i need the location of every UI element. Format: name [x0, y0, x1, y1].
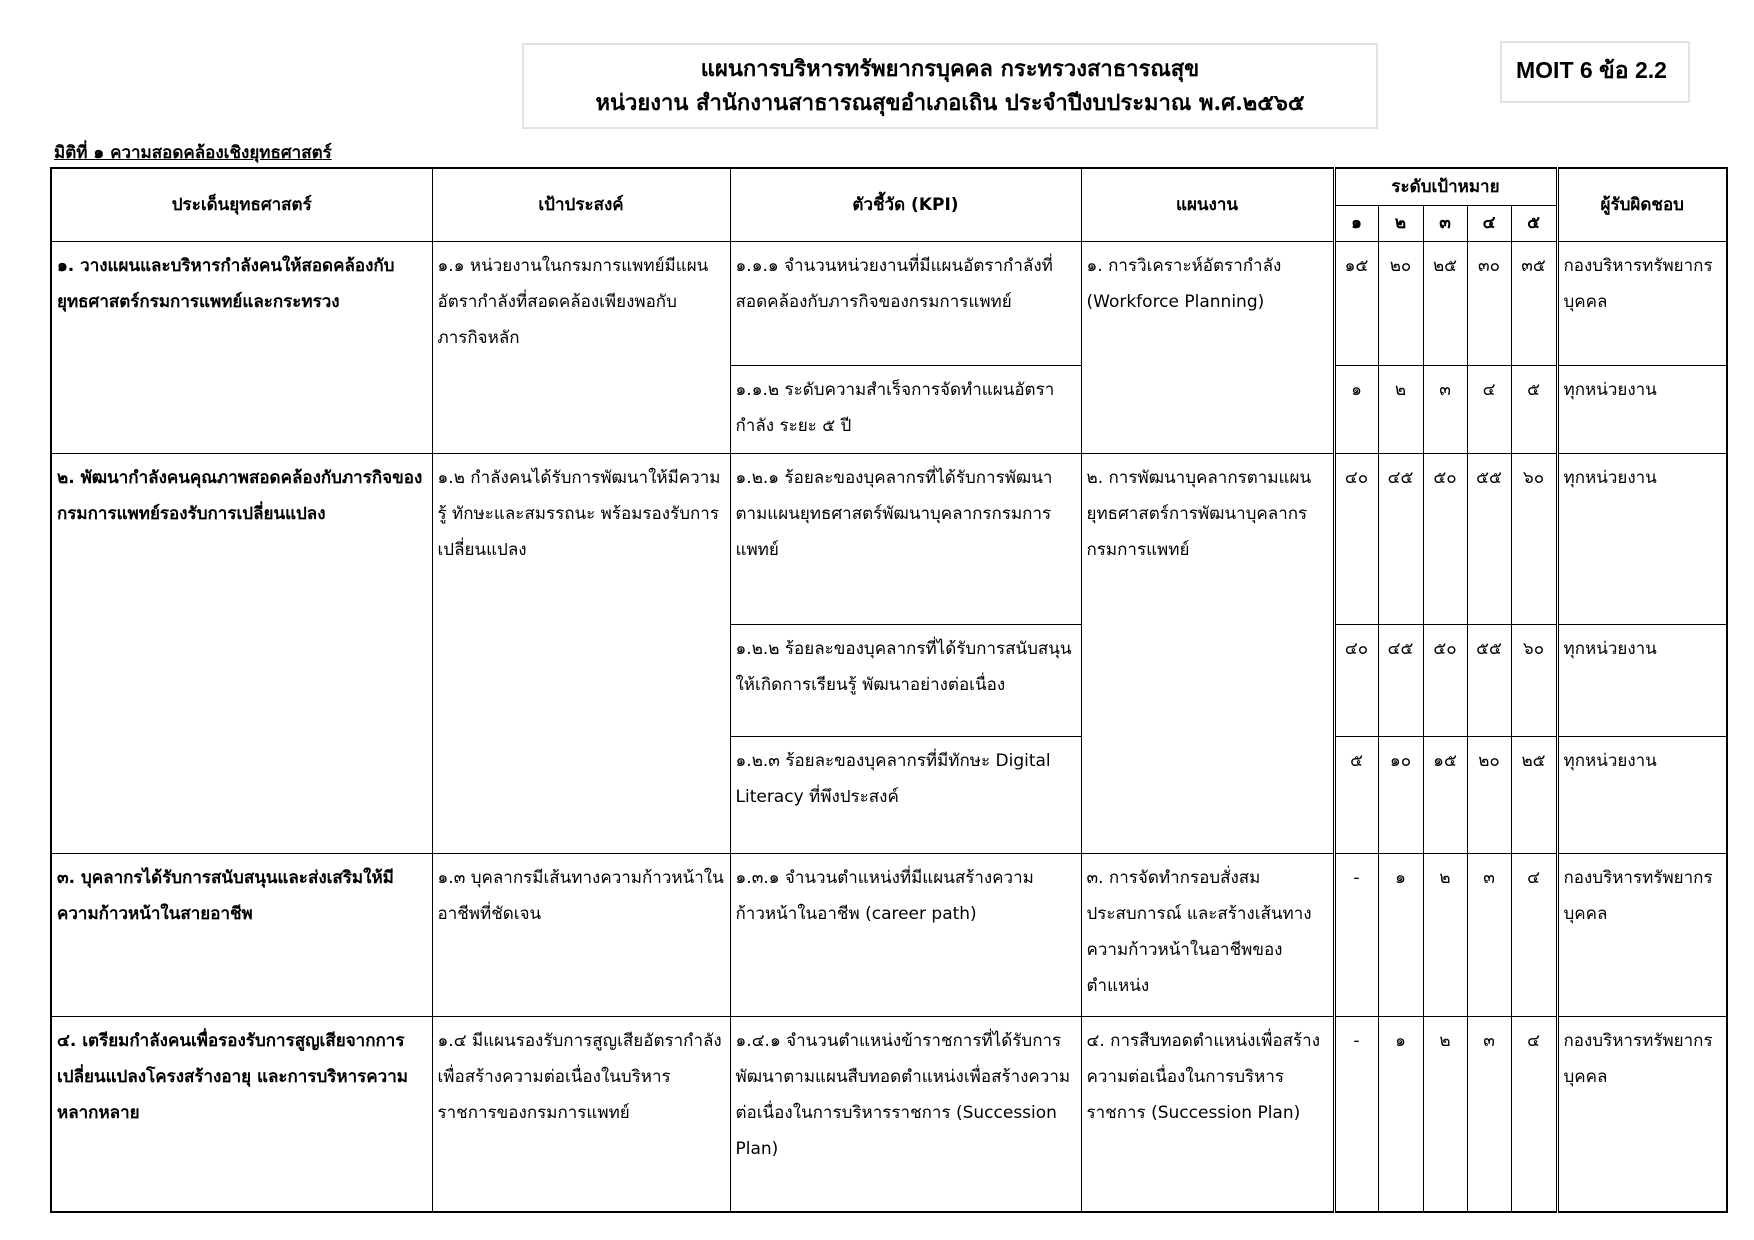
level-cell: ๕: [1334, 736, 1378, 853]
level-cell: ๕๐: [1423, 453, 1467, 624]
header-issue: ประเด็นยุทธศาสตร์: [51, 168, 432, 241]
level-cell: ๓๕: [1511, 241, 1557, 365]
table-row: [51, 1016, 1727, 1212]
level-cell: ๑๐: [1378, 736, 1423, 853]
objective-cell: ๑.๔ มีแผนรองรับการสูญเสียอัตรากำลัง เพื่อสร้างความต่อเนื่องในบริหารราชการของกรมการแพทย์: [432, 1016, 730, 1212]
kpi-cell: ๑.๒.๒ ร้อยละของบุคลากรที่ได้รับการสนับสนุนให้เกิดการเรียนรู้ พัฒนาอย่างต่อเนื่อง: [730, 624, 1081, 736]
responsible-cell: ทุกหน่วยงาน: [1557, 453, 1727, 624]
level-cell: ๓๐: [1467, 241, 1511, 365]
level-cell: ๑: [1378, 853, 1423, 1016]
level-cell: ๖๐: [1511, 624, 1557, 736]
document-code: MOIT 6 ข้อ 2.2: [1516, 57, 1667, 83]
hr-plan-table: [50, 167, 1728, 1213]
kpi-cell: ๑.๓.๑ จำนวนตำแหน่งที่มีแผนสร้างความก้าวหน้าในอาชีพ (career path): [730, 853, 1081, 1016]
level-cell: ๔๕: [1378, 453, 1423, 624]
level-cell: ๕๐: [1423, 624, 1467, 736]
header-target-level: ระดับเป้าหมาย: [1334, 168, 1557, 205]
level-cell: -: [1334, 1016, 1378, 1212]
level-cell: ๑๕: [1423, 736, 1467, 853]
document-code-box: [1500, 41, 1690, 103]
level-cell: ๒๕: [1511, 736, 1557, 853]
level-cell: ๒๐: [1378, 241, 1423, 365]
level-cell: -: [1334, 853, 1378, 1016]
level-cell: ๕๕: [1467, 453, 1511, 624]
header-responsible: ผู้รับผิดชอบ: [1557, 168, 1727, 241]
document-title-line2: หน่วยงาน สำนักงานสาธารณสุขอำเภอเถิน ประจำปีงบประมาณ พ.ศ.๒๕๖๕: [595, 90, 1305, 116]
table-row: [51, 853, 1727, 1016]
level-cell: ๑: [1378, 1016, 1423, 1212]
objective-cell: ๑.๓ บุคลากรมีเส้นทางความก้าวหน้าในอาชีพที่ชัดเจน: [432, 853, 730, 1016]
issue-cell: ๒. พัฒนากำลังคนคุณภาพสอดคล้องกับภารกิจของกรมการแพทย์รองรับการเปลี่ยนแปลง: [51, 453, 432, 853]
table-row: [51, 241, 1727, 365]
level-cell: ๕๕: [1467, 624, 1511, 736]
header-plan: แผนงาน: [1081, 168, 1334, 241]
issue-cell: ๔. เตรียมกำลังคนเพื่อรองรับการสูญเสียจากการเปลี่ยนแปลงโครงสร้างอายุ และการบริหารความหลากหลาย: [51, 1016, 432, 1212]
level-cell: ๓: [1467, 1016, 1511, 1212]
responsible-cell: กองบริหารทรัพยากรบุคคล: [1557, 1016, 1727, 1212]
plan-cell: ๓. การจัดทำกรอบสั่งสมประสบการณ์ และสร้างเส้นทางความก้าวหน้าในอาชีพของตำแหน่ง: [1081, 853, 1334, 1016]
header-level-1: ๑: [1334, 205, 1378, 241]
issue-cell: ๓. บุคลากรได้รับการสนับสนุนและส่งเสริมให้มีความก้าวหน้าในสายอาชีพ: [51, 853, 432, 1016]
level-cell: ๔๐: [1334, 453, 1378, 624]
level-cell: ๕: [1511, 365, 1557, 453]
document-title-line1: แผนการบริหารทรัพยากรบุคคล กระทรวงสาธารณสุข: [700, 56, 1200, 82]
header-level-4: ๔: [1467, 205, 1511, 241]
header-level-3: ๓: [1423, 205, 1467, 241]
objective-cell: ๑.๑ หน่วยงานในกรมการแพทย์มีแผนอัตรากำลังที่สอดคล้องเพียงพอกับภารกิจหลัก: [432, 241, 730, 453]
plan-cell: ๒. การพัฒนาบุคลากรตามแผนยุทธศาสตร์การพัฒนาบุคลากรกรมการแพทย์: [1081, 453, 1334, 853]
dimension-label: มิติที่ ๑ ความสอดคล้องเชิงยุทธศาสตร์: [54, 143, 332, 163]
level-cell: ๒: [1423, 853, 1467, 1016]
level-cell: ๔: [1511, 853, 1557, 1016]
responsible-cell: กองบริหารทรัพยากรบุคคล: [1557, 241, 1727, 365]
header-level-2: ๒: [1378, 205, 1423, 241]
kpi-cell: ๑.๑.๒ ระดับความสำเร็จการจัดทำแผนอัตรากำลัง ระยะ ๕ ปี: [730, 365, 1081, 453]
level-cell: ๔: [1467, 365, 1511, 453]
kpi-cell: ๑.๔.๑ จำนวนตำแหน่งข้าราชการที่ได้รับการพัฒนาตามแผนสืบทอดตำแหน่งเพื่อสร้างความต่อเนื่องในการบริหารราชการ (Succession Plan): [730, 1016, 1081, 1212]
kpi-cell: ๑.๑.๑ จำนวนหน่วยงานที่มีแผนอัตรากำลังที่สอดคล้องกับภารกิจของกรมการแพทย์: [730, 241, 1081, 365]
level-cell: ๓: [1467, 853, 1511, 1016]
level-cell: ๒: [1423, 1016, 1467, 1212]
level-cell: ๖๐: [1511, 453, 1557, 624]
level-cell: ๑๕: [1334, 241, 1378, 365]
level-cell: ๓: [1423, 365, 1467, 453]
plan-cell: ๔. การสืบทอดตำแหน่งเพื่อสร้างความต่อเนื่องในการบริหารราชการ (Succession Plan): [1081, 1016, 1334, 1212]
kpi-cell: ๑.๒.๓ ร้อยละของบุคลากรที่มีทักษะ Digital Literacy ที่พึงประสงค์: [730, 736, 1081, 853]
level-cell: ๔๕: [1378, 624, 1423, 736]
level-cell: ๒๕: [1423, 241, 1467, 365]
level-cell: ๔๐: [1334, 624, 1378, 736]
plan-cell: ๑. การวิเคราะห์อัตรากำลัง (Workforce Planning): [1081, 241, 1334, 453]
responsible-cell: ทุกหน่วยงาน: [1557, 736, 1727, 853]
responsible-cell: ทุกหน่วยงาน: [1557, 624, 1727, 736]
issue-cell: ๑. วางแผนและบริหารกำลังคนให้สอดคล้องกับยุทธศาสตร์กรมการแพทย์และกระทรวง: [51, 241, 432, 453]
document-title-box: [522, 43, 1378, 129]
level-cell: ๑: [1334, 365, 1378, 453]
header-kpi: ตัวชี้วัด (KPI): [730, 168, 1081, 241]
responsible-cell: กองบริหารทรัพยากรบุคคล: [1557, 853, 1727, 1016]
responsible-cell: ทุกหน่วยงาน: [1557, 365, 1727, 453]
kpi-cell: ๑.๒.๑ ร้อยละของบุคลากรที่ได้รับการพัฒนาตามแผนยุทธศาสตร์พัฒนาบุคลากรกรมการแพทย์: [730, 453, 1081, 624]
level-cell: ๒: [1378, 365, 1423, 453]
table-row: [51, 453, 1727, 624]
objective-cell: ๑.๒ กำลังคนได้รับการพัฒนาให้มีความรู้ ทักษะและสมรรถนะ พร้อมรองรับการเปลี่ยนแปลง: [432, 453, 730, 853]
header-objective: เป้าประสงค์: [432, 168, 730, 241]
level-cell: ๔: [1511, 1016, 1557, 1212]
level-cell: ๒๐: [1467, 736, 1511, 853]
header-level-5: ๕: [1511, 205, 1557, 241]
